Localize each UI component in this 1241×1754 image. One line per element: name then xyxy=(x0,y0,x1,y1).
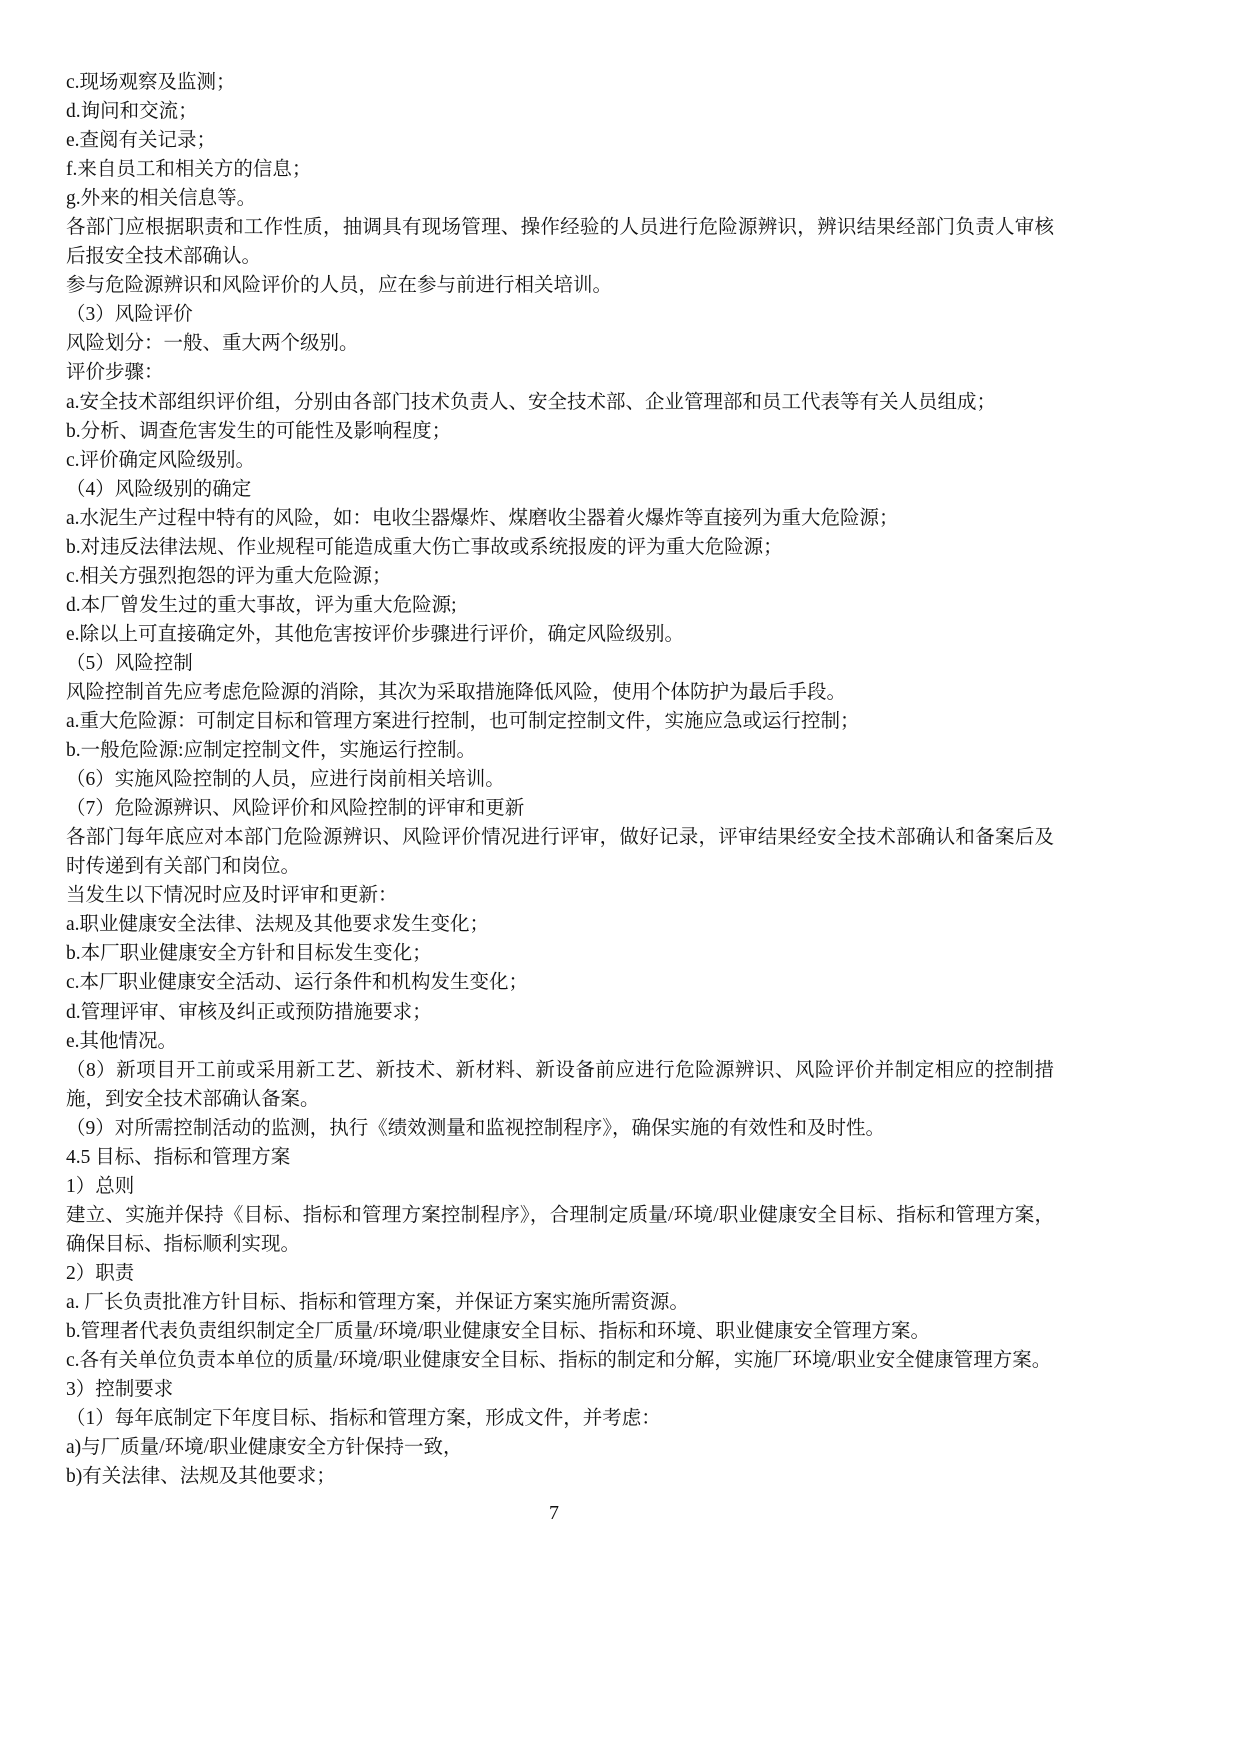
list-item: a)与厂质量/环境/职业健康安全方针保持一致， xyxy=(66,1437,463,1459)
list-item: c.评价确定风险级别。 xyxy=(66,449,256,471)
list-item: a. 厂长负责批准方针目标、指标和管理方案，并保证方案实施所需资源。 xyxy=(66,1291,689,1313)
subsection-heading: （8）新项目开工前或采用新工艺、新技术、新材料、新设备前应进行危险源辨识、风险评价并制定相应的控制措施，到安全技术部确认备案。 xyxy=(66,1059,1054,1110)
paragraph: 评价步骤： xyxy=(66,362,164,384)
list-item: e.查阅有关记录； xyxy=(66,130,217,152)
paragraph: 参与危险源辨识和风险评价的人员，应在参与前进行相关培训。 xyxy=(66,275,613,297)
list-item: d.询问和交流； xyxy=(66,101,198,123)
list-item: b)有关法律、法规及其他要求； xyxy=(66,1466,336,1488)
list-item: e.其他情况。 xyxy=(66,1030,178,1052)
subsection-heading: （6）实施风险控制的人员，应进行岗前相关培训。 xyxy=(66,769,505,791)
subsection-heading: （1）每年底制定下年度目标、指标和管理方案，形成文件，并考虑： xyxy=(66,1408,661,1430)
paragraph: 各部门应根据职责和工作性质，抽调具有现场管理、操作经验的人员进行危险源辨识，辨识结果经部门负责人审核后报安全技术部确认。 xyxy=(66,217,1054,268)
subsection-heading: 2）职责 xyxy=(66,1262,135,1284)
subsection-heading: （7）危险源辨识、风险评价和风险控制的评审和更新 xyxy=(66,798,525,820)
subsection-heading: （3）风险评价 xyxy=(66,304,193,326)
paragraph: 各部门每年底应对本部门危险源辨识、风险评价情况进行评审，做好记录，评审结果经安全技术部确认和备案后及时传递到有关部门和岗位。 xyxy=(66,827,1054,878)
subsection-heading: （9）对所需控制活动的监测，执行《绩效测量和监视控制程序》，确保实施的有效性和及时性。 xyxy=(66,1117,886,1139)
list-item: d.管理评审、审核及纠正或预防措施要求； xyxy=(66,1001,432,1023)
subsection-heading: （5）风险控制 xyxy=(66,652,193,674)
list-item: f.来自员工和相关方的信息； xyxy=(66,159,312,181)
subsection-heading: 1）总则 xyxy=(66,1175,135,1197)
list-item: a.安全技术部组织评价组，分别由各部门技术负责人、安全技术部、企业管理部和员工代表等有关人员组成； xyxy=(66,391,997,413)
paragraph: 建立、实施并保持《目标、指标和管理方案控制程序》，合理制定质量/环境/职业健康安全目标、指标和管理方案，确保目标、指标顺利实现。 xyxy=(66,1204,1054,1255)
page-number: 7 xyxy=(549,1502,559,1524)
paragraph: 当发生以下情况时应及时评审和更新： xyxy=(66,885,398,907)
list-item: g.外来的相关信息等。 xyxy=(66,188,257,210)
list-item: d.本厂曾发生过的重大事故，评为重大危险源; xyxy=(66,594,457,616)
subsection-heading: （4）风险级别的确定 xyxy=(66,478,252,500)
list-item: a.水泥生产过程中特有的风险，如：电收尘器爆炸、煤磨收尘器着火爆炸等直接列为重大危险源； xyxy=(66,507,899,529)
list-item: c.相关方强烈抱怨的评为重大危险源； xyxy=(66,565,392,587)
list-item: b.管理者代表负责组织制定全厂质量/环境/职业健康安全目标、指标和环境、职业健康安全管理方案。 xyxy=(66,1321,930,1343)
list-item: b.分析、调查危害发生的可能性及影响程度； xyxy=(66,420,452,442)
document-body xyxy=(66,68,1054,1491)
section-heading: 4.5 目标、指标和管理方案 xyxy=(66,1146,291,1168)
subsection-heading: 3）控制要求 xyxy=(66,1379,174,1401)
list-item: b.对违反法律法规、作业规程可能造成重大伤亡事故或系统报废的评为重大危险源； xyxy=(66,536,783,558)
list-item: c.本厂职业健康安全活动、运行条件和机构发生变化； xyxy=(66,972,529,994)
paragraph: 风险控制首先应考虑危险源的消除，其次为采取措施降低风险，使用个体防护为最后手段。 xyxy=(66,681,847,703)
list-item: b.一般危险源:应制定控制文件，实施运行控制。 xyxy=(66,740,477,762)
list-item: e.除以上可直接确定外，其他危害按评价步骤进行评价，确定风险级别。 xyxy=(66,623,685,645)
list-item: c.现场观察及监测； xyxy=(66,72,236,93)
list-item: c.各有关单位负责本单位的质量/环境/职业健康安全目标、指标的制定和分解，实施厂环境/职业安全健康管理方案。 xyxy=(66,1350,1052,1372)
list-item: a.重大危险源：可制定目标和管理方案进行控制，也可制定控制文件，实施应急或运行控制； xyxy=(66,711,860,733)
list-item: b.本厂职业健康安全方针和目标发生变化； xyxy=(66,943,432,965)
paragraph: 风险划分：一般、重大两个级别。 xyxy=(66,333,359,355)
list-item: a.职业健康安全法律、法规及其他要求发生变化； xyxy=(66,914,490,936)
